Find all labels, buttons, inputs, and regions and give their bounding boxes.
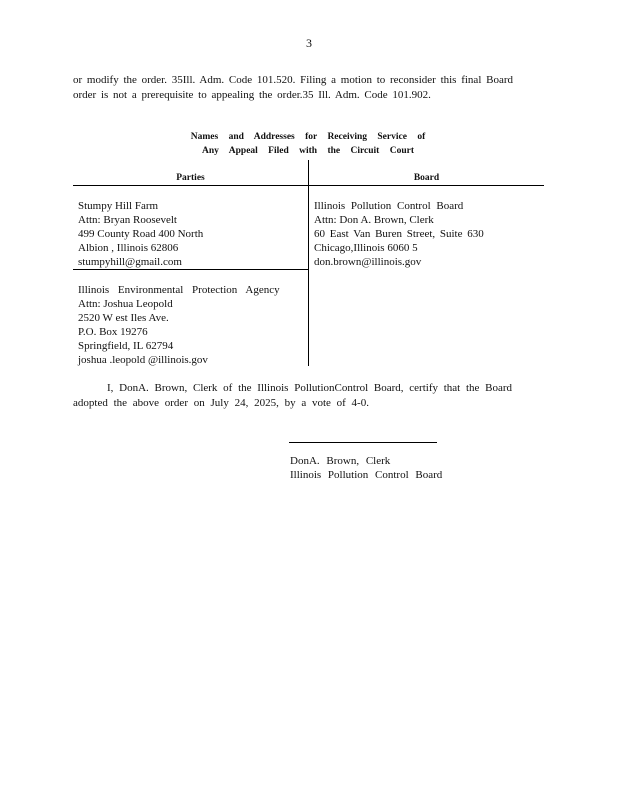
caption-line: Names and Addresses for Receiving Service of xyxy=(190,132,426,142)
parties-column-heading: Parties xyxy=(176,173,205,183)
address-line: Attn: Don A. Brown, Clerk xyxy=(314,214,434,226)
party-address-block xyxy=(78,199,203,269)
party-address-block xyxy=(78,283,280,367)
signature-block xyxy=(290,454,442,482)
address-line: 499 County Road 400 North xyxy=(78,228,204,240)
email-address: joshua .leopold @illinois.gov xyxy=(78,354,208,366)
address-line: Chicago,Illinois 6060 5 xyxy=(314,242,418,254)
address-line: 2520 W est Iles Ave. xyxy=(78,312,169,324)
address-line: P.O. Box 19276 xyxy=(78,326,148,338)
address-line: Springfield, IL 62794 xyxy=(78,340,174,352)
address-line: Attn: Bryan Roosevelt xyxy=(78,214,177,226)
address-line: Illinois Pollution Control Board xyxy=(314,200,464,212)
board-address-block xyxy=(314,199,484,269)
address-line: Stumpy Hill Farm xyxy=(78,200,159,212)
board-column-heading: Board xyxy=(413,173,440,183)
certification-line: I, DonA. Brown, Clerk of the Illinois PollutionControl Board, certify that the Board xyxy=(107,382,513,394)
address-line: 60 East Van Buren Street, Suite 630 xyxy=(314,228,484,240)
signer-name: DonA. Brown, Clerk xyxy=(290,455,391,467)
signer-organization: Illinois Pollution Control Board xyxy=(290,469,443,481)
party-separator-rule xyxy=(73,269,308,270)
intro-line: order is not a prerequisite to appealing the order.35 Ill. Adm. Code 101.902. xyxy=(73,89,431,101)
service-caption xyxy=(140,130,476,158)
signature-line xyxy=(289,442,437,443)
page-number: 3 xyxy=(306,36,312,50)
caption-line: Any Appeal Filed with the Circuit Court xyxy=(202,146,414,156)
certification-line: adopted the above order on July 24, 2025, by a vote of 4-0. xyxy=(73,397,369,409)
email-address: don.brown@illinois.gov xyxy=(314,256,422,268)
intro-paragraph xyxy=(73,73,528,103)
address-line: Albion , Illinois 62806 xyxy=(78,242,179,254)
address-line: Illinois Environmental Protection Agency xyxy=(78,284,280,296)
certification-paragraph xyxy=(73,381,512,411)
table-column-divider xyxy=(308,160,309,366)
address-line: Attn: Joshua Leopold xyxy=(78,298,173,310)
intro-line: or modify the order. 35Ill. Adm. Code 101.520. Filing a motion to reconsider this final Board xyxy=(73,74,514,86)
email-address: stumpyhill@gmail.com xyxy=(78,256,182,268)
